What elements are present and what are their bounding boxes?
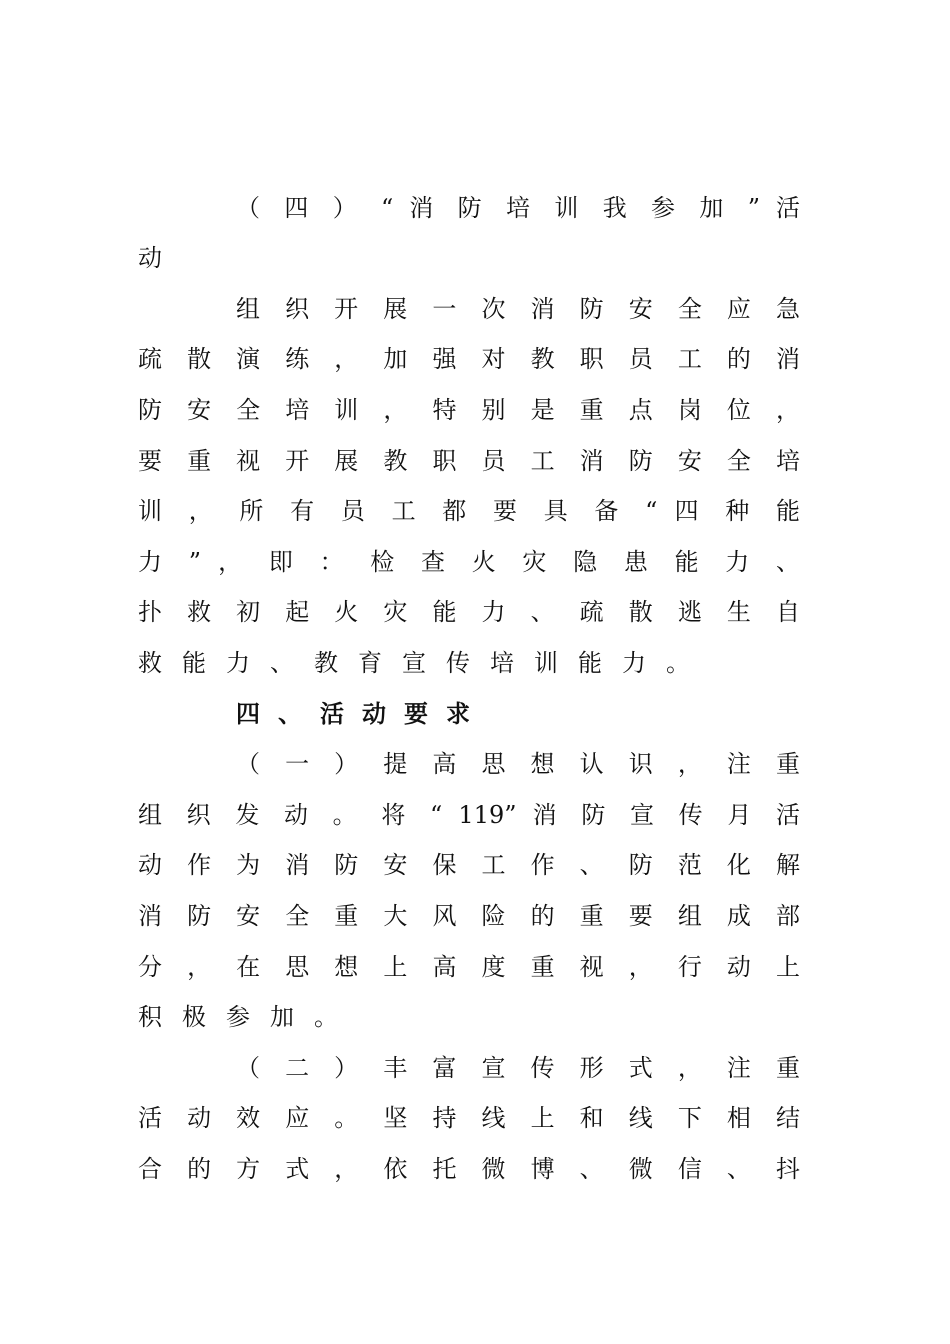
paragraph-line: 合 的 方 式 ， 依 托 微 博 、 微 信 、 抖: [138, 1155, 800, 1183]
paragraph-line: （ 二 ） 丰 富 宣 传 形 式 ， 注 重: [236, 1054, 800, 1082]
paragraph-line: 扑 救 初 起 火 灾 能 力 、 疏 散 逃 生 自: [138, 598, 800, 626]
paragraph-line: 组 织 开 展 一 次 消 防 安 全 应 急: [236, 295, 800, 323]
section-heading-4: （ 四 ） “ 消 防 培 训 我 参 加 ” 活: [236, 194, 800, 222]
paragraph-line: 疏 散 演 练 ， 加 强 对 教 职 员 工 的 消: [138, 345, 800, 373]
paragraph-line: 消 防 安 全 重 大 风 险 的 重 要 组 成 部: [138, 902, 800, 930]
paragraph-line: 要 重 视 开 展 教 职 员 工 消 防 安 全 培: [138, 447, 800, 475]
paragraph-line: 分 ， 在 思 想 上 高 度 重 视 ， 行 动 上: [138, 953, 800, 981]
text-line: 动: [138, 244, 162, 272]
paragraph-line: 组 织 发 动 。 将 “ 119” 消 防 宣 传 月 活: [138, 801, 800, 829]
paragraph-line: 救能力、教育宣传培训能力。: [138, 649, 710, 677]
paragraph-line: 动 作 为 消 防 安 保 工 作 、 防 范 化 解: [138, 851, 800, 879]
section-title: 四、活动要求: [236, 699, 488, 728]
paragraph-line: 力 ” ， 即 ： 检 查 火 灾 隐 患 能 力 、: [138, 548, 800, 576]
paragraph-line: 积极参加。: [138, 1003, 358, 1031]
paragraph-line: 训 ， 所 有 员 工 都 要 具 备 “ 四 种 能: [138, 497, 800, 525]
paragraph-line: （ 一 ） 提 高 思 想 认 识 ， 注 重: [236, 750, 800, 778]
paragraph-line: 活 动 效 应 。 坚 持 线 上 和 线 下 相 结: [138, 1104, 800, 1132]
paragraph-line: 防 安 全 培 训 ， 特 别 是 重 点 岗 位 ，: [138, 396, 800, 424]
